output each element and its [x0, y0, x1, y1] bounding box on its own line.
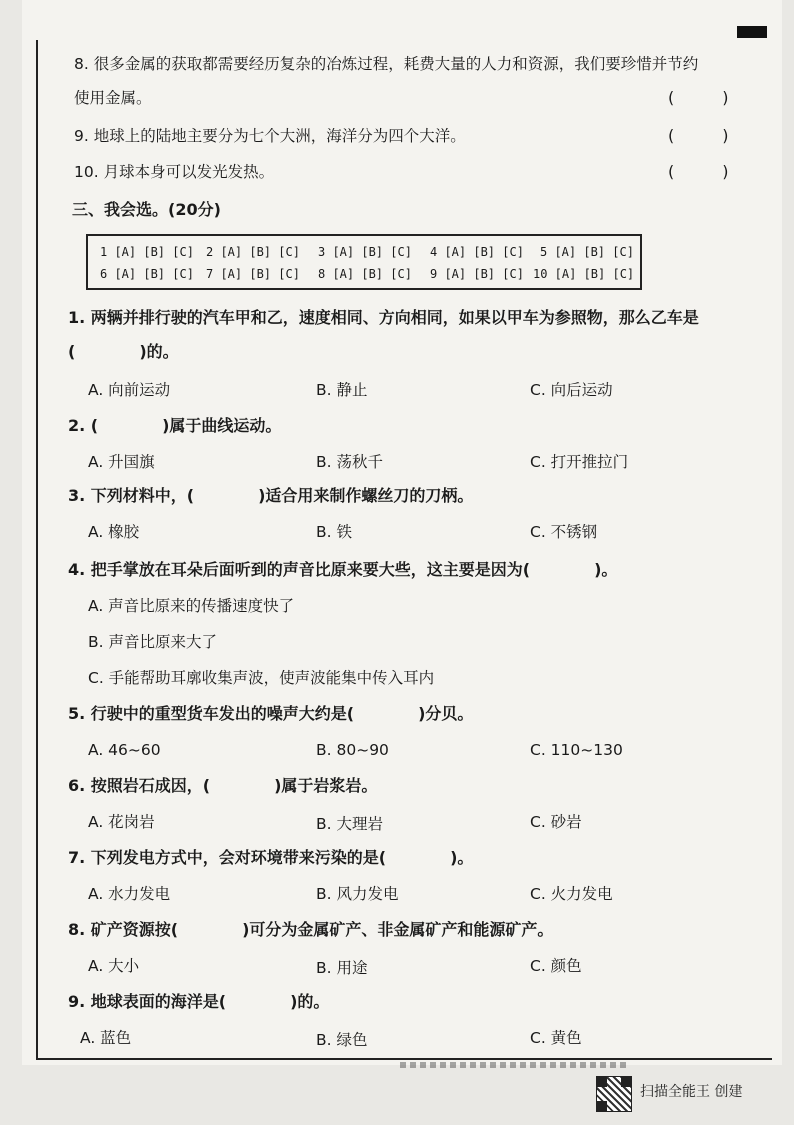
answer-sheet-cell-10[interactable]: 10 [A] [B] [C] [533, 267, 635, 281]
qr-code-icon [596, 1076, 632, 1112]
answer-sheet-cell-9[interactable]: 9 [A] [B] [C] [430, 267, 524, 281]
question-8-option-a[interactable]: A. 大小 [88, 957, 140, 975]
question-5-option-c[interactable]: C. 110~130 [530, 741, 623, 759]
question-4-option-b[interactable]: B. 声音比原来大了 [88, 633, 217, 651]
question-9-option-a[interactable]: A. 蓝色 [80, 1029, 132, 1047]
tf-item-9-answer-blank[interactable]: ( ) [668, 126, 729, 145]
question-5-option-b[interactable]: B. 80~90 [316, 741, 389, 759]
answer-sheet-cell-8[interactable]: 8 [A] [B] [C] [318, 267, 412, 281]
question-3-option-c[interactable]: C. 不锈钢 [530, 523, 598, 541]
tf-item-8-line1: 8. 很多金属的获取都需要经历复杂的冶炼过程，耗费大量的人力和资源，我们要珍惜并节约 [74, 55, 699, 73]
answer-sheet-cell-3[interactable]: 3 [A] [B] [C] [318, 245, 412, 259]
question-5-option-a[interactable]: A. 46~60 [88, 741, 161, 759]
question-8-stem: 8. 矿产资源按( )可分为金属矿产、非金属矿产和能源矿产。 [68, 920, 554, 939]
question-6-option-a[interactable]: A. 花岗岩 [88, 813, 155, 831]
question-8-option-c[interactable]: C. 颜色 [530, 957, 582, 975]
corner-registration-mark [737, 26, 767, 38]
question-7-option-c[interactable]: C. 火力发电 [530, 885, 613, 903]
answer-sheet-cell-4[interactable]: 4 [A] [B] [C] [430, 245, 524, 259]
question-5-stem: 5. 行驶中的重型货车发出的噪声大约是( )分贝。 [68, 704, 474, 723]
question-4-stem: 4. 把手掌放在耳朵后面听到的声音比原来要大些，这主要是因为( )。 [68, 560, 618, 579]
question-2-stem: 2. ( )属于曲线运动。 [68, 416, 282, 435]
question-4-option-c[interactable]: C. 手能帮助耳廓收集声波，使声波能集中传入耳内 [88, 669, 435, 687]
question-1-option-b[interactable]: B. 静止 [316, 381, 368, 399]
answer-sheet-cell-5[interactable]: 5 [A] [B] [C] [540, 245, 634, 259]
page-frame-bottom [36, 1058, 772, 1060]
tf-item-10: 10. 月球本身可以发光发热。 [74, 163, 275, 181]
scanner-watermark-label: 扫描全能王 创建 [640, 1084, 743, 1100]
section-3-title: 三、我会选。(20分) [72, 200, 221, 219]
question-3-option-b[interactable]: B. 铁 [316, 523, 352, 541]
answer-sheet [86, 234, 642, 290]
tf-item-8-line2: 使用金属。 [74, 89, 152, 107]
question-3-stem: 3. 下列材料中，( )适合用来制作螺丝刀的刀柄。 [68, 486, 474, 505]
question-1-option-a[interactable]: A. 向前运动 [88, 381, 171, 399]
answer-sheet-cell-7[interactable]: 7 [A] [B] [C] [206, 267, 300, 281]
tf-item-10-answer-blank[interactable]: ( ) [668, 162, 729, 181]
question-6-option-b[interactable]: B. 大理岩 [316, 815, 383, 833]
question-7-option-a[interactable]: A. 水力发电 [88, 885, 171, 903]
question-7-option-b[interactable]: B. 风力发电 [316, 885, 399, 903]
question-6-stem: 6. 按照岩石成因，( )属于岩浆岩。 [68, 776, 378, 795]
tf-item-8-answer-blank[interactable]: ( ) [668, 88, 729, 107]
question-4-option-a[interactable]: A. 声音比原来的传播速度快了 [88, 597, 295, 615]
question-9-option-c[interactable]: C. 黄色 [530, 1029, 582, 1047]
question-1-stem: 1. 两辆并排行驶的汽车甲和乙，速度相同、方向相同，如果以甲车为参照物，那么乙车是 [68, 308, 699, 327]
page-bottom-print-strip [400, 1062, 630, 1068]
tf-item-9: 9. 地球上的陆地主要分为七个大洲，海洋分为四个大洋。 [74, 127, 466, 145]
question-6-option-c[interactable]: C. 砂岩 [530, 813, 582, 831]
answer-sheet-cell-6[interactable]: 6 [A] [B] [C] [100, 267, 194, 281]
question-1-option-c[interactable]: C. 向后运动 [530, 381, 613, 399]
answer-sheet-cell-1[interactable]: 1 [A] [B] [C] [100, 245, 194, 259]
question-7-stem: 7. 下列发电方式中，会对环境带来污染的是( )。 [68, 848, 474, 867]
question-2-option-c[interactable]: C. 打开推拉门 [530, 453, 629, 471]
question-1-stem-cont: ( )的。 [68, 342, 179, 361]
question-3-option-a[interactable]: A. 橡胶 [88, 523, 140, 541]
question-2-option-b[interactable]: B. 荡秋千 [316, 453, 383, 471]
answer-sheet-cell-2[interactable]: 2 [A] [B] [C] [206, 245, 300, 259]
question-8-option-b[interactable]: B. 用途 [316, 959, 368, 977]
question-9-option-b[interactable]: B. 绿色 [316, 1031, 368, 1049]
question-9-stem: 9. 地球表面的海洋是( )的。 [68, 992, 330, 1011]
page-frame-left [36, 40, 38, 1060]
question-2-option-a[interactable]: A. 升国旗 [88, 453, 155, 471]
